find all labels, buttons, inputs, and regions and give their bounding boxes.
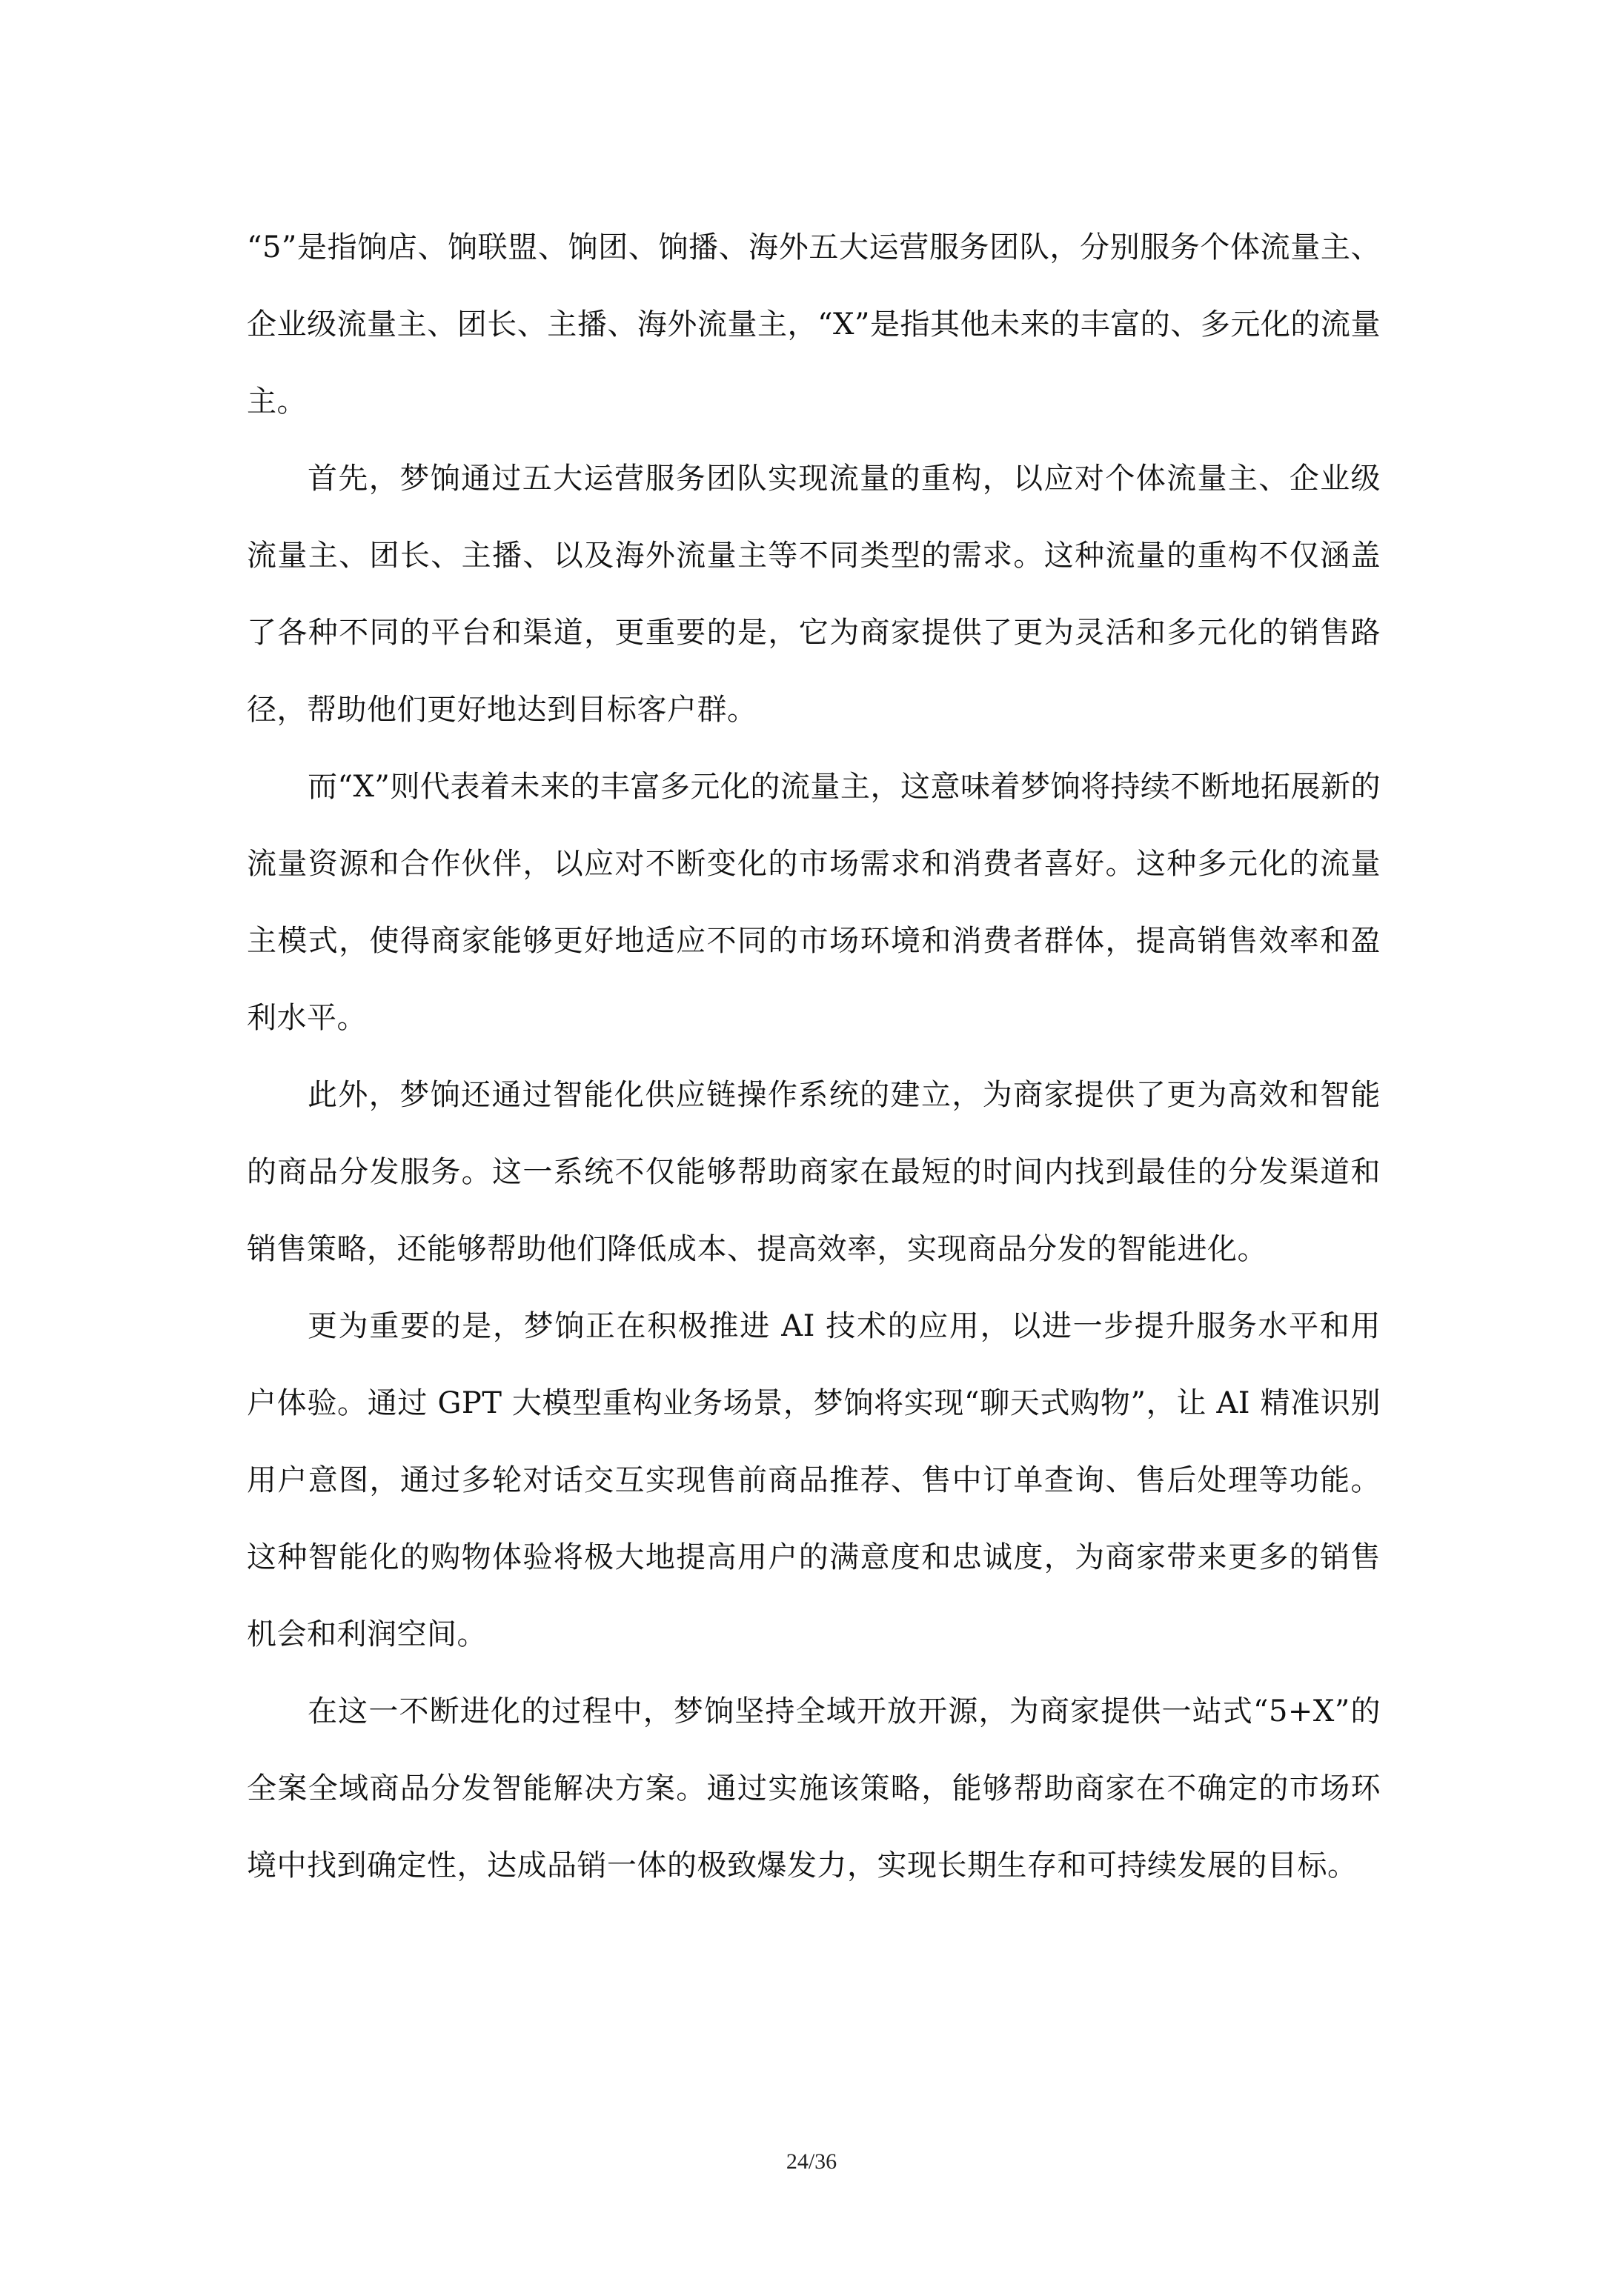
- paragraph-supply-chain: 此外，梦饷还通过智能化供应链操作系统的建立，为商家提供了更为高效和智能的商品分发服务。这一系统不仅能够帮助商家在最短的时间内找到最佳的分发渠道和销售策略，还能够帮助他们降低成本、提高效率，实现商品分发的智能进化。: [247, 1078, 1381, 1266]
- paragraph-conclusion: 在这一不断进化的过程中，梦饷坚持全域开放开源，为商家提供一站式“5+X”的全案全域商品分发智能解决方案。通过实施该策略，能够帮助商家在不确定的市场环境中找到确定性，达成品销一体的极致爆发力，实现长期生存和可持续发展的目标。: [247, 1694, 1381, 1883]
- paragraph-x-traffic: 而“X”则代表着未来的丰富多元化的流量主，这意味着梦饷将持续不断地拓展新的流量资源和合作伙伴，以应对不断变化的市场需求和消费者喜好。这种多元化的流量主模式，使得商家能够更好地适应不同的市场环境和消费者群体，提高销售效率和盈利水平。: [247, 770, 1381, 1035]
- paragraph-traffic-restructure: 首先，梦饷通过五大运营服务团队实现流量的重构，以应对个体流量主、企业级流量主、团长、主播、以及海外流量主等不同类型的需求。这种流量的重构不仅涵盖了各种不同的平台和渠道，更重要的是，它为商家提供了更为灵活和多元化的销售路径，帮助他们更好地达到目标客户群。: [247, 462, 1381, 727]
- page-number: 24/36: [786, 2149, 837, 2174]
- paragraph-ai: 更为重要的是，梦饷正在积极推进 AI 技术的应用，以进一步提升服务水平和用户体验。通过 GPT 大模型重构业务场景，梦饷将实现“聊天式购物”，让 AI 精准识别用户意图，通过多轮对话交互实现售前商品推荐、售中订单查询、售后处理等功能。这种智能化的购物体验将极大地提高用户的满意度和忠诚度，为商家带来更多的销售机会和利润空间。: [247, 1309, 1381, 1651]
- paragraph-definition: “5”是指饷店、饷联盟、饷团、饷播、海外五大运营服务团队，分别服务个体流量主、企业级流量主、团长、主播、海外流量主，“X”是指其他未来的丰富的、多元化的流量主。: [247, 230, 1381, 419]
- body-text: [247, 209, 1381, 1904]
